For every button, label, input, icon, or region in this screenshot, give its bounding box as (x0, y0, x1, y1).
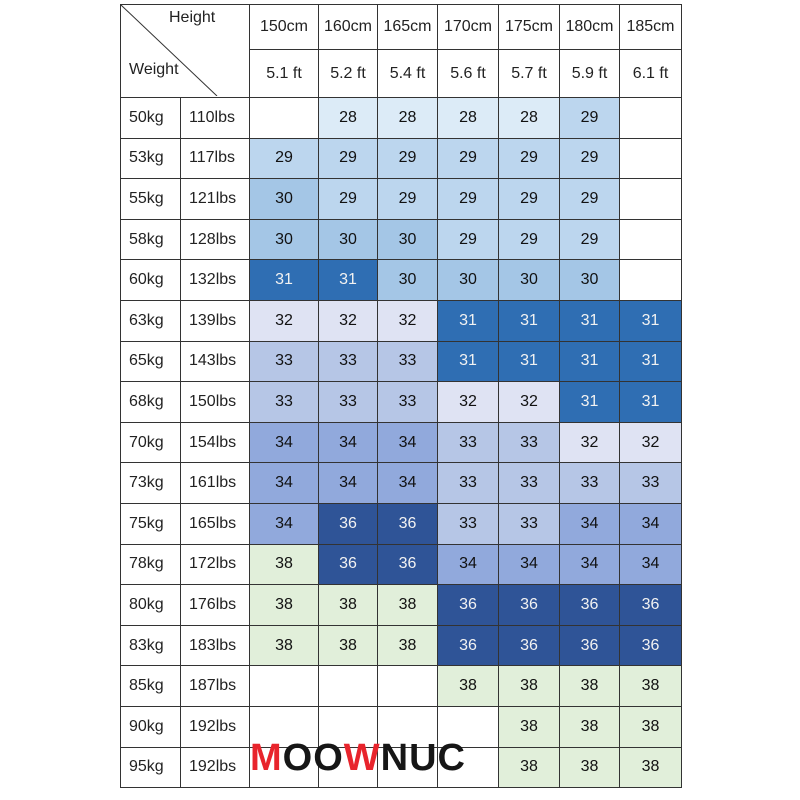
size-cell: 28 (378, 98, 438, 139)
size-cell: 31 (250, 260, 319, 301)
weight-lbs-cell: 128lbs (181, 219, 250, 260)
size-cell (620, 260, 682, 301)
height-axis-label: Height (169, 9, 216, 26)
size-cell: 36 (378, 503, 438, 544)
weight-lbs-cell: 154lbs (181, 422, 250, 463)
size-cell (378, 666, 438, 707)
size-cell: 38 (319, 625, 378, 666)
size-cell: 30 (250, 219, 319, 260)
weight-kg-cell: 80kg (121, 585, 181, 626)
weight-lbs-cell: 117lbs (181, 138, 250, 179)
size-cell (250, 706, 319, 747)
table-row (121, 98, 682, 139)
size-cell: 31 (620, 300, 682, 341)
size-cell: 31 (438, 300, 499, 341)
size-cell: 34 (319, 422, 378, 463)
size-cell: 34 (250, 463, 319, 504)
size-cell: 33 (250, 341, 319, 382)
size-cell: 31 (499, 341, 560, 382)
height-cm-header: 160cm (319, 5, 378, 50)
size-cell: 29 (319, 138, 378, 179)
weight-kg-cell: 60kg (121, 260, 181, 301)
height-ft-header: 5.6 ft (438, 50, 499, 98)
size-cell: 29 (560, 219, 620, 260)
size-cell: 36 (560, 585, 620, 626)
size-cell: 34 (378, 422, 438, 463)
size-cell: 36 (378, 544, 438, 585)
height-cm-header: 165cm (378, 5, 438, 50)
size-cell (620, 138, 682, 179)
size-cell: 38 (560, 706, 620, 747)
weight-kg-cell: 50kg (121, 98, 181, 139)
table-row (121, 179, 682, 220)
table-row (121, 747, 682, 788)
size-cell: 31 (620, 341, 682, 382)
size-cell (250, 98, 319, 139)
size-cell (250, 666, 319, 707)
size-cell: 38 (499, 706, 560, 747)
weight-kg-cell: 90kg (121, 706, 181, 747)
weight-lbs-cell: 132lbs (181, 260, 250, 301)
size-cell: 31 (560, 341, 620, 382)
size-cell: 38 (250, 544, 319, 585)
weight-kg-cell: 83kg (121, 625, 181, 666)
size-cell: 33 (319, 341, 378, 382)
size-cell: 32 (250, 300, 319, 341)
logo-part: W (343, 737, 381, 779)
size-cell: 38 (560, 666, 620, 707)
table-row (121, 138, 682, 179)
weight-kg-cell: 85kg (121, 666, 181, 707)
weight-lbs-cell: 192lbs (181, 747, 250, 788)
size-cell: 38 (250, 625, 319, 666)
height-ft-header: 5.7 ft (499, 50, 560, 98)
size-cell: 38 (378, 585, 438, 626)
size-cell: 36 (499, 585, 560, 626)
weight-lbs-cell: 187lbs (181, 666, 250, 707)
size-cell: 34 (560, 503, 620, 544)
size-cell: 32 (560, 422, 620, 463)
size-cell: 29 (560, 98, 620, 139)
size-cell: 33 (560, 463, 620, 504)
size-cell: 33 (499, 503, 560, 544)
size-cell: 30 (250, 179, 319, 220)
size-cell: 38 (250, 585, 319, 626)
table-row (121, 300, 682, 341)
weight-lbs-cell: 139lbs (181, 300, 250, 341)
weight-kg-cell: 55kg (121, 179, 181, 220)
size-cell: 34 (378, 463, 438, 504)
table-row (121, 706, 682, 747)
weight-lbs-cell: 172lbs (181, 544, 250, 585)
weight-kg-cell: 68kg (121, 382, 181, 423)
size-cell: 28 (319, 98, 378, 139)
size-cell: 28 (499, 98, 560, 139)
size-cell: 29 (378, 138, 438, 179)
size-cell: 30 (438, 260, 499, 301)
size-cell: 36 (438, 585, 499, 626)
size-cell: 34 (250, 503, 319, 544)
height-cm-header: 185cm (620, 5, 682, 50)
weight-axis-label: Weight (129, 61, 179, 78)
size-cell: 38 (499, 666, 560, 707)
size-cell (620, 219, 682, 260)
size-cell: 33 (438, 503, 499, 544)
table-row (121, 219, 682, 260)
corner-cell (121, 5, 250, 98)
size-cell: 32 (499, 382, 560, 423)
weight-kg-cell: 63kg (121, 300, 181, 341)
size-cell: 36 (438, 625, 499, 666)
size-cell: 33 (438, 422, 499, 463)
height-cm-header: 180cm (560, 5, 620, 50)
size-cell: 31 (438, 341, 499, 382)
size-cell: 33 (250, 382, 319, 423)
size-cell: 36 (620, 625, 682, 666)
size-cell: 36 (560, 625, 620, 666)
size-cell: 30 (378, 260, 438, 301)
size-cell (378, 747, 438, 788)
table-row (121, 422, 682, 463)
size-cell (620, 98, 682, 139)
size-cell (319, 747, 378, 788)
size-cell: 34 (250, 422, 319, 463)
weight-kg-cell: 75kg (121, 503, 181, 544)
size-cell: 33 (378, 382, 438, 423)
size-cell (319, 706, 378, 747)
size-cell: 38 (620, 666, 682, 707)
weight-lbs-cell: 165lbs (181, 503, 250, 544)
size-cell: 36 (319, 503, 378, 544)
size-cell: 30 (499, 260, 560, 301)
height-cm-header: 170cm (438, 5, 499, 50)
logo-part: OO (282, 737, 344, 779)
size-cell: 33 (620, 463, 682, 504)
weight-kg-cell: 95kg (121, 747, 181, 788)
logo-part: NUC (380, 737, 466, 779)
weight-kg-cell: 78kg (121, 544, 181, 585)
size-cell: 29 (499, 179, 560, 220)
weight-lbs-cell: 121lbs (181, 179, 250, 220)
table-row (121, 544, 682, 585)
size-cell: 34 (620, 503, 682, 544)
size-cell: 36 (499, 625, 560, 666)
size-cell: 38 (620, 747, 682, 788)
size-cell: 32 (319, 300, 378, 341)
weight-lbs-cell: 176lbs (181, 585, 250, 626)
height-ft-header: 5.2 ft (319, 50, 378, 98)
size-cell: 29 (499, 219, 560, 260)
size-cell: 34 (438, 544, 499, 585)
weight-kg-cell: 70kg (121, 422, 181, 463)
table-row (121, 260, 682, 301)
size-cell: 33 (319, 382, 378, 423)
size-cell: 31 (499, 300, 560, 341)
size-cell: 32 (620, 422, 682, 463)
size-cell: 36 (620, 585, 682, 626)
size-cell: 38 (499, 747, 560, 788)
table-row (121, 625, 682, 666)
size-cell: 38 (560, 747, 620, 788)
size-cell: 29 (560, 138, 620, 179)
table-row (121, 503, 682, 544)
size-cell: 30 (560, 260, 620, 301)
height-ft-header: 5.4 ft (378, 50, 438, 98)
size-cell: 36 (319, 544, 378, 585)
weight-lbs-cell: 161lbs (181, 463, 250, 504)
size-cell: 29 (438, 219, 499, 260)
size-cell: 34 (499, 544, 560, 585)
size-cell: 31 (620, 382, 682, 423)
table-row (121, 463, 682, 504)
table-row (121, 382, 682, 423)
size-cell: 34 (620, 544, 682, 585)
size-cell: 29 (250, 138, 319, 179)
size-cell (250, 747, 319, 788)
height-cm-header: 150cm (250, 5, 319, 50)
weight-kg-cell: 73kg (121, 463, 181, 504)
size-cell: 29 (378, 179, 438, 220)
weight-lbs-cell: 143lbs (181, 341, 250, 382)
height-ft-header: 5.1 ft (250, 50, 319, 98)
weight-lbs-cell: 192lbs (181, 706, 250, 747)
size-cell: 31 (560, 300, 620, 341)
size-cell (438, 747, 499, 788)
height-ft-header: 5.9 ft (560, 50, 620, 98)
header-row-cm (121, 5, 682, 50)
weight-lbs-cell: 150lbs (181, 382, 250, 423)
size-cell: 33 (378, 341, 438, 382)
height-ft-header: 6.1 ft (620, 50, 682, 98)
size-chart-table (120, 4, 682, 788)
weight-lbs-cell: 110lbs (181, 98, 250, 139)
size-cell: 30 (319, 219, 378, 260)
size-cell (438, 706, 499, 747)
size-cell: 29 (438, 179, 499, 220)
size-cell (620, 179, 682, 220)
size-cell: 38 (620, 706, 682, 747)
size-cell: 33 (499, 463, 560, 504)
table-row (121, 666, 682, 707)
size-cell: 38 (438, 666, 499, 707)
size-cell: 32 (378, 300, 438, 341)
size-cell: 32 (438, 382, 499, 423)
size-cell: 29 (319, 179, 378, 220)
size-cell: 31 (560, 382, 620, 423)
size-cell: 29 (438, 138, 499, 179)
size-cell: 28 (438, 98, 499, 139)
size-cell: 38 (378, 625, 438, 666)
size-cell: 30 (378, 219, 438, 260)
logo-part: M (250, 737, 283, 779)
size-cell (378, 706, 438, 747)
size-cell: 33 (438, 463, 499, 504)
size-cell: 29 (499, 138, 560, 179)
size-cell: 29 (560, 179, 620, 220)
size-cell: 38 (319, 585, 378, 626)
weight-lbs-cell: 183lbs (181, 625, 250, 666)
table-row (121, 341, 682, 382)
weight-kg-cell: 58kg (121, 219, 181, 260)
height-cm-header: 175cm (499, 5, 560, 50)
weight-kg-cell: 53kg (121, 138, 181, 179)
table-row (121, 585, 682, 626)
size-cell: 34 (319, 463, 378, 504)
size-cell: 33 (499, 422, 560, 463)
size-cell (319, 666, 378, 707)
size-cell: 34 (560, 544, 620, 585)
weight-kg-cell: 65kg (121, 341, 181, 382)
size-cell: 31 (319, 260, 378, 301)
